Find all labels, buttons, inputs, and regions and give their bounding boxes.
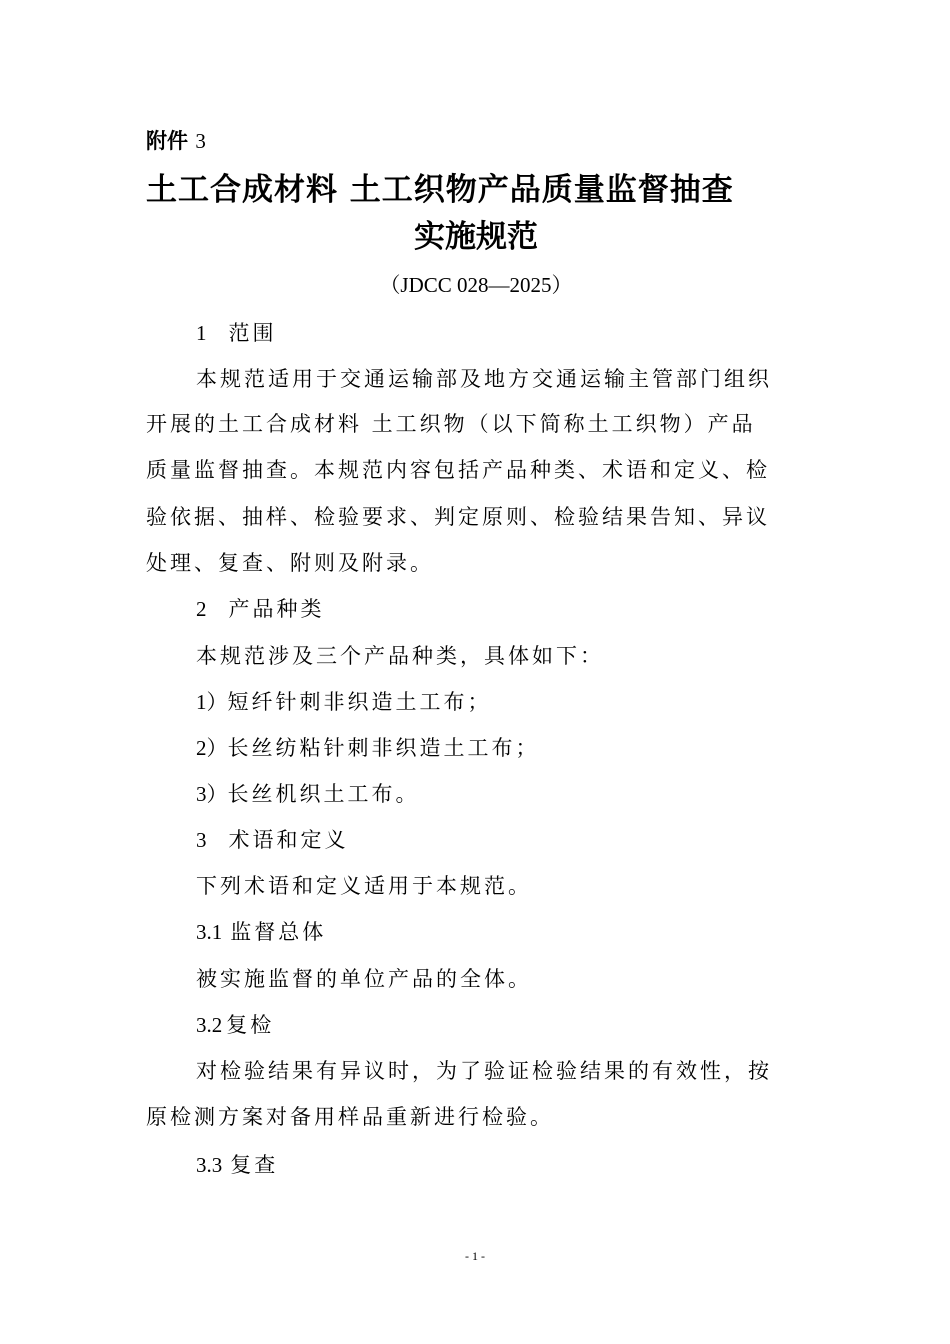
list-item-text: 长丝纺粘针刺非织造土工布；: [227, 736, 540, 760]
section-title: 术语和定义: [228, 828, 349, 852]
section-3-intro: 下列术语和定义适用于本规范。: [196, 874, 532, 898]
product-list-item: [196, 733, 540, 763]
subsection-number: 3.3: [196, 1153, 223, 1177]
section-3-heading: [196, 825, 349, 855]
document-title-line-2: 实施规范: [414, 219, 538, 255]
section-title: 范围: [228, 321, 277, 345]
section-title: 产品种类: [228, 597, 325, 621]
list-item-number: 1）: [196, 690, 228, 714]
section-1-paragraph-line: 处理、复查、附则及附录。: [146, 551, 434, 575]
subsection-title: 监督总体: [230, 920, 327, 944]
document-title-line-1: 土工合成材料 土工织物产品质量监督抽查: [146, 172, 734, 208]
page-number: - 1 -: [465, 1249, 485, 1263]
section-2-heading: [196, 594, 325, 624]
list-item-text: 长丝机织土工布。: [227, 782, 420, 806]
section-2-intro: 本规范涉及三个产品种类，具体如下：: [196, 644, 604, 668]
subsection-3-2-definition-line: 对检验结果有异议时，为了验证检验结果的有效性，按: [196, 1059, 772, 1083]
subsection-3-2-heading: [196, 1010, 274, 1040]
standard-code: （JDCC 028—2025）: [379, 273, 573, 297]
subsection-3-3-heading: [196, 1150, 278, 1180]
list-item-number: 3）: [196, 782, 228, 806]
section-1-paragraph-line: 开展的土工合成材料 土工织物（以下简称土工织物）产品: [146, 412, 756, 436]
section-number: 1: [196, 321, 207, 345]
subsection-3-1-definition: 被实施监督的单位产品的全体。: [196, 967, 532, 991]
section-1-paragraph-line: 验依据、抽样、检验要求、判定原则、检验结果告知、异议: [146, 505, 770, 529]
subsection-title: 复查: [230, 1153, 279, 1177]
list-item-number: 2）: [196, 736, 228, 760]
subsection-3-1-heading: [196, 917, 326, 947]
attachment-number: 3: [195, 129, 206, 153]
subsection-title: 复检: [226, 1013, 275, 1037]
section-1-paragraph-line: 本规范适用于交通运输部及地方交通运输主管部门组织: [196, 367, 772, 391]
subsection-number: 3.2: [196, 1013, 223, 1037]
product-list-item: [196, 687, 492, 717]
attachment-label: [146, 127, 206, 155]
section-1-heading: [196, 318, 277, 348]
section-1-paragraph-line: 质量监督抽查。本规范内容包括产品种类、术语和定义、检: [146, 458, 770, 482]
subsection-number: 3.1: [196, 920, 223, 944]
attachment-word: 附件: [146, 128, 188, 153]
list-item-text: 短纤针刺非织造土工布；: [227, 690, 492, 714]
product-list-item: [196, 779, 420, 809]
subsection-3-2-definition-line: 原检测方案对备用样品重新进行检验。: [146, 1105, 554, 1129]
section-number: 2: [196, 597, 207, 621]
section-number: 3: [196, 828, 207, 852]
